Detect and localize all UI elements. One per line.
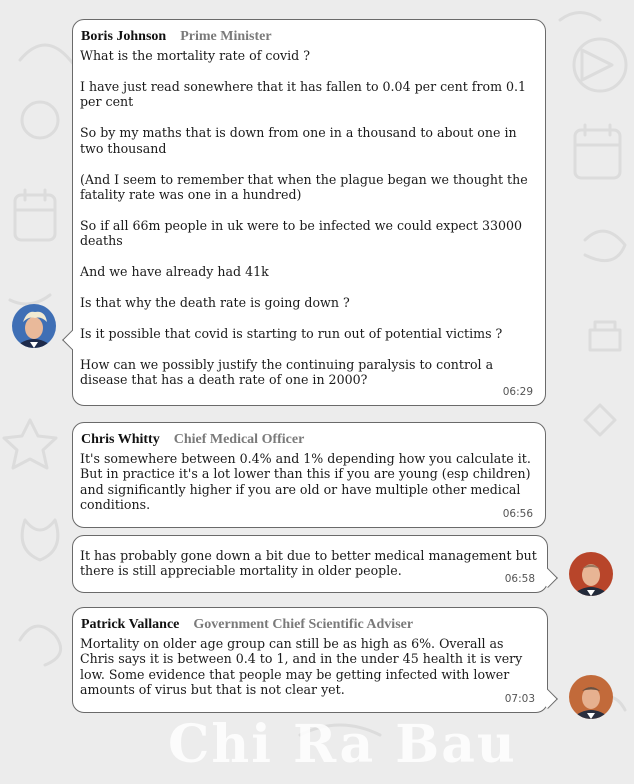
message-paragraph: It's somewhere between 0.4% and 1% depending how you calculate it. But in practice it's a lot lower than this if you are young (esp children) and significantly higher if you are old or have multiple other medical conditions. — [80, 451, 531, 513]
watermark-text: Chi Ra Bau — [168, 714, 517, 775]
message-paragraph: I have just read sonewhere that it has fallen to 0.04 per cent from 0.1 per cent — [80, 78, 527, 110]
message-paragraph: So by my maths that is down from one in a thousand to about one in two thousand — [80, 125, 517, 156]
message-paragraph: Mortality on older age group can still be as high as 6%. Overall as Chris says it is between 0.4 to 1, and in the under 45 health it is very low. Some evidence that people may be getting infected with lower amounts of virus but that is not clear yet. — [80, 636, 523, 698]
message-paragraph: It has probably gone down a bit due to better medical management but there is still appreciable mortality in older people. — [80, 548, 537, 579]
sender-role: Chief Medical Officer — [173, 432, 305, 447]
message-paragraph: Is that why the death rate is going down ? — [80, 295, 350, 311]
avatar-chris-whitty — [569, 552, 613, 596]
sender-role: Prime Minister — [180, 29, 272, 44]
message-bubble-patrick-vallance — [72, 607, 548, 713]
sender-name: Chris Whitty — [81, 432, 160, 447]
sender-name: Patrick Vallance — [81, 617, 180, 632]
message-bubble-chris-whitty-followup — [72, 535, 548, 593]
message-paragraph: How can we possibly justify the continuing paralysis to control a disease that has a death rate of one in 2000? — [80, 356, 494, 388]
message-paragraph: What is the mortality rate of covid ? — [80, 48, 310, 63]
avatar-portrait-icon — [569, 675, 613, 719]
message-header — [81, 616, 537, 634]
avatar-portrait-icon — [569, 552, 613, 596]
avatar-boris-johnson — [12, 304, 56, 348]
message-header — [81, 431, 535, 449]
message-bubble-boris-johnson — [72, 19, 546, 406]
message-text — [80, 548, 537, 579]
message-timestamp: 06:58 — [504, 572, 535, 585]
avatar-portrait-icon — [12, 304, 56, 348]
message-text — [80, 636, 537, 698]
message-header — [81, 28, 535, 46]
message-paragraph: (And I seem to remember that when the plague began we thought the fatality rate was one in a hundred) — [80, 171, 528, 202]
message-paragraph: And we have already had 41k — [80, 264, 269, 280]
message-paragraph: Is it possible that covid is starting to run out of potential victims ? — [80, 325, 503, 341]
message-timestamp: 06:29 — [502, 385, 533, 398]
message-paragraph: So if all 66m people in uk were to be infected we could expect 33000 deaths — [80, 217, 523, 249]
sender-name: Boris Johnson — [81, 29, 167, 44]
message-bubble-chris-whitty — [72, 422, 546, 528]
message-timestamp: 07:03 — [504, 692, 535, 705]
sender-role: Government Chief Scientific Adviser — [193, 617, 414, 632]
avatar-patrick-vallance — [569, 675, 613, 719]
message-timestamp: 06:56 — [502, 507, 533, 520]
message-text — [80, 48, 535, 388]
message-text — [80, 451, 535, 513]
